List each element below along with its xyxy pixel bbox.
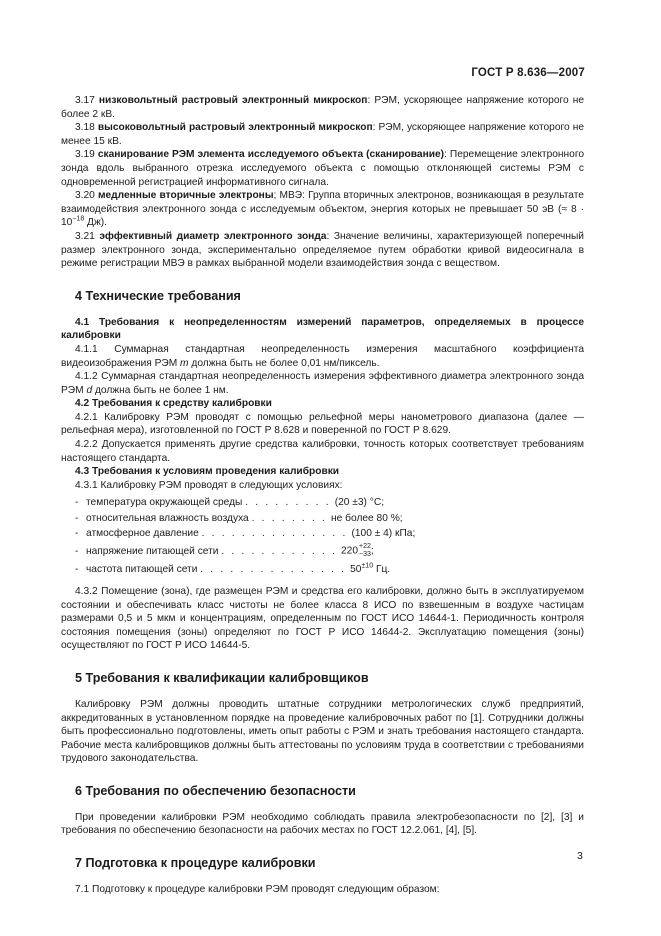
term-name: высоковольтный растровый электронный микроскоп	[97, 122, 373, 134]
term-3-20: 3.20 медленные вторичные электроны; МВЭ: Группа вторичных электронов, возникающая в результате взаимодействия электронного зонда с исследуемым объектом, энергия которых не превышает 50 эВ (≈ $8 \cdot 10^{-18}$ Дж).	[61, 190, 584, 229]
term-3-18: 3.18 высоковольтный растровый электронный микроскоп: РЭМ, ускоряющее напряжение которого не менее 15 кВ.	[61, 122, 584, 147]
clause-4-2-1: 4.2.1 Калибровку РЭМ проводят с помощью рельефной меры нанометрового диапазона (далее — рельефная мера), изготовленной по ГОСТ Р 8.628 и поверенной по ГОСТ Р 8.629.	[61, 411, 584, 437]
section-5-heading: 5 Требования к квалификации калибровщиков	[75, 670, 369, 685]
clause-4-1-1: 4.1.1 Суммарная стандартная неопределенность измерения масштабного коэффициента видеоизображения РЭМ m должна быть не более 0,01 нм/пиксель.	[61, 343, 584, 369]
condition-humidity: - относительная влажность воздуха . . . . . . . . не более 80 %;	[75, 512, 403, 524]
term-name: сканирование РЭМ элемента исследуемого объекта (сканирование)	[97, 149, 445, 161]
clause-7-1: 7.1 Подготовку к процедуре калибровки РЭМ проводят следующим образом:	[75, 884, 440, 896]
condition-frequency: - частота питающей сети . . . . . . . . . . . . . . . $50^{\pm 10}$ Гц.	[75, 562, 391, 575]
conditions-list	[61, 496, 584, 581]
page-content	[61, 94, 584, 897]
term-name: низковольтный растровый электронный микроскоп	[98, 95, 368, 106]
page-number: 3	[577, 850, 583, 862]
section-6-text: При проведении калибровки РЭМ необходимо соблюдать правила электробезопасности по [2], [3] и требования по обеспечению безопасности на рабочих местах по ГОСТ 12.2.061, [4], [5].	[61, 811, 584, 837]
condition-temperature: - температура окружающей среды . . . . . . . . . (20 ±3) °С;	[75, 497, 385, 509]
clause-4-3-title: 4.3 Требования к условиям проведения калибровки	[75, 466, 340, 478]
clause-4-2-2: 4.2.2 Допускается применять другие средства калибровки, точность которых соответствует требованиям настоящего стандарта.	[61, 439, 584, 464]
section-4-heading: 4 Технические требования	[75, 288, 241, 303]
section-7-heading: 7 Подготовка к процедуре калибровки	[75, 856, 316, 871]
clause-4-1-2: 4.1.2 Суммарная стандартная неопределенность измерения эффективного диаметра электронного зонда РЭМ d должна быть не более 1 нм.	[61, 371, 584, 396]
term-name: эффективный диаметр электронного зонда	[99, 230, 327, 242]
term-3-17: 3.17 низковольтный растровый электронный микроскоп: РЭМ, ускоряющее напряжение которого не более 2 кВ.	[61, 95, 585, 120]
condition-pressure: - атмосферное давление . . . . . . . . . . . . . . . (100 ± 4) кПа;	[75, 528, 416, 540]
section-5-text: Калибровку РЭМ должны проводить штатные сотрудники метрологических служб предприятий, аккредитованных в установленном порядке на проведение калибровочных работ по [1]. Сотрудники должны быть профессионально подготовлены, иметь опыт работы с РЭМ и знать требования настоящего стандарта. Рабочие места калибровщиков должны быть аттестованы по условиям труда в соответствии с требованиями трудового законодательства.	[61, 698, 584, 765]
clause-4-3-1: 4.3.1 Калибровку РЭМ проводят в следующих условиях:	[75, 479, 343, 491]
term-name: медленные вторичные электроны	[97, 190, 274, 202]
clause-4-3-2: 4.3.2 Помещение (зона), где размещен РЭМ и средства его калибровки, должно быть в эксплуатируемом состоянии и обеспечивать класс чистоты не более класса 8 ИСО по взвешенным в воздухе частицам размерами 0,5 и 5 мкм и концентрациям, определенным по ГОСТ ИСО 14644-1. Периодичность контроля состояния помещения (зоны) определяют по ГОСТ Р ИСО 14644-2. Эксплуатацию помещения (зоны) осуществляют по ГОСТ Р ИСО 14644-5.	[61, 585, 584, 652]
clause-4-2-title: 4.2 Требования к средству калибровки	[75, 398, 272, 410]
document-code-header: ГОСТ Р 8.636—2007	[471, 67, 585, 79]
clause-4-1-title: 4.1 Требования к неопределенностям измерений параметров, определяемых в процессе калибровки	[61, 316, 584, 342]
condition-voltage: - напряжение питающей сети . . . . . . . . . . . . 220 +22 −33 ;	[75, 542, 374, 558]
term-3-19: 3.19 сканирование РЭМ элемента исследуемого объекта (сканирование): Перемещение электронного зонда вдоль выбранного отрезка исследуемого объекта с помощью отклоняющей системы РЭМ с одновременной регистрацией информативного сигнала.	[61, 149, 584, 188]
term-3-21: 3.21 эффективный диаметр электронного зонда: Значение величины, характеризующей поперечный размер электронного зонда, экспериментально определяемое путем обработки кривой видеосигнала в режиме регистрации МВЭ в рамках выбранной модели взаимодействия зонда с веществом.	[61, 230, 584, 270]
section-6-heading: 6 Требования по обеспечению безопасности	[75, 783, 356, 798]
